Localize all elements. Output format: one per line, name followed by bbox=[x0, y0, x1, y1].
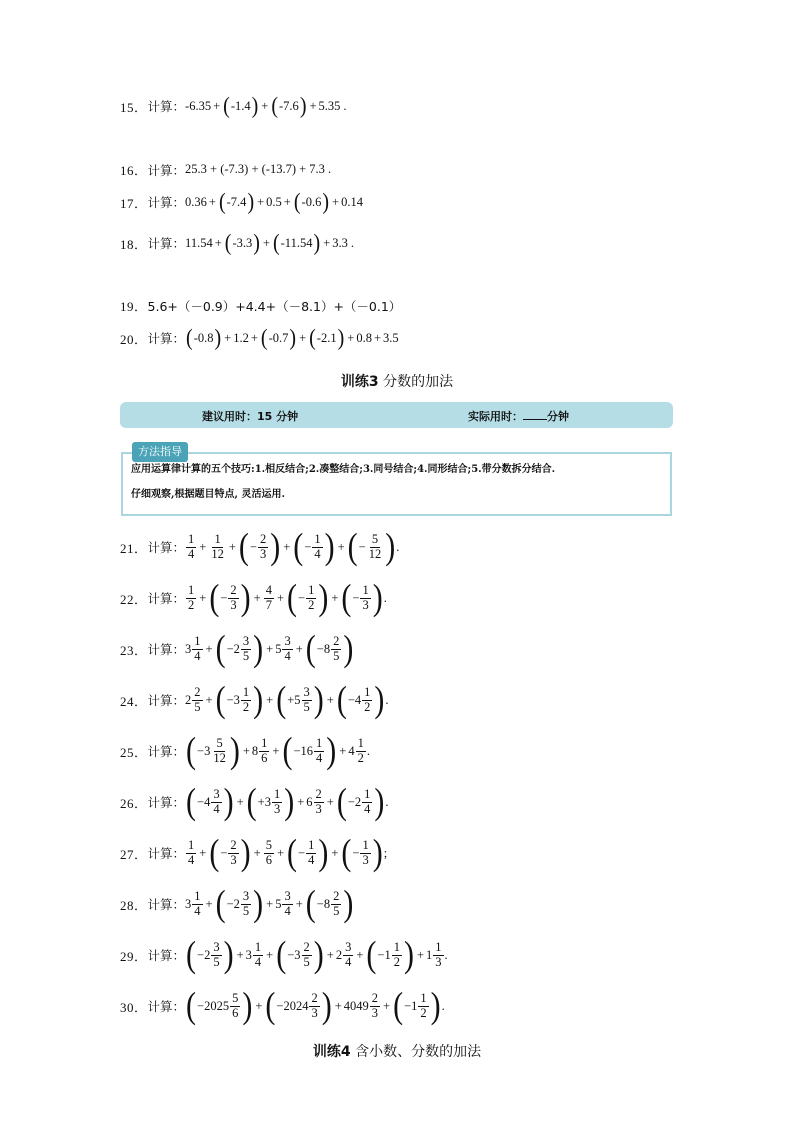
problem-22 bbox=[120, 576, 387, 618]
problem-expression: 3 $\frac{1}{4}$ + ( −2 $\frac{3}{5}$ ) + 5 $\frac{3}{4}$ + ( −8 $\frac{2}{5}$ ) bbox=[185, 882, 354, 924]
problem-label: 计算： bbox=[147, 591, 186, 606]
problem-label: 计算： bbox=[147, 331, 186, 346]
problem-expression: $\frac{1}{2}$ + ( − $\frac{2}{3}$ ) + $\frac{4}{7}$ + ( − $\frac{1}{2}$ ) + ( − $\frac{1}{3}$ ) . bbox=[188, 576, 387, 618]
problem-26 bbox=[120, 780, 389, 822]
section-4-title bbox=[0, 1041, 794, 1061]
section-3-number: 训练3 bbox=[340, 374, 379, 390]
problem-expression: -6.35 + ( -1.4 ) + ( -7.6 ) + 5.35 bbox=[185, 93, 341, 119]
problem-number: 16． bbox=[120, 163, 148, 178]
problem-19 bbox=[120, 296, 401, 315]
problem-expression: 5.6+（－0.9）+4.4+（－8.1）+（－0.1） bbox=[147, 298, 402, 314]
problem-label: 计算： bbox=[147, 999, 186, 1014]
problem-23 bbox=[120, 627, 354, 669]
problem-tail: . bbox=[343, 98, 347, 113]
problem-15 bbox=[120, 93, 347, 119]
problem-number: 20． bbox=[120, 331, 148, 347]
problem-expression: 11.54 + ( -3.3 ) + ( -11.54 ) + 3.3 bbox=[185, 230, 348, 256]
suggested-time: 建议用时：15 分钟 bbox=[202, 410, 299, 423]
problem-expression: ( −2 $\frac{3}{5}$ ) + 3 $\frac{1}{4}$ + ( −3 $\frac{2}{5}$ ) + 2 $\frac{3}{4}$ + ( −1 $\frac{1}{2}$ ) + 1 $\frac{1}{3}$ . bbox=[186, 933, 448, 975]
problem-number: 28． bbox=[120, 897, 148, 913]
problem-label: 计算： bbox=[147, 236, 186, 251]
problem-number: 17． bbox=[120, 195, 148, 211]
method-line-1: 应用运算律计算的五个技巧:1.相反结合;2.凑整结合;3.同号结合;4.同形结合;5.带分数拆分结合. bbox=[131, 464, 556, 475]
section-3-title bbox=[0, 371, 794, 391]
problem-label: 计算： bbox=[147, 162, 186, 178]
method-line-2: 仔细观察,根据题目特点, 灵活运用. bbox=[131, 489, 285, 500]
method-tag: 方法指导 bbox=[132, 442, 188, 462]
problem-number: 23． bbox=[120, 642, 148, 658]
problem-expression: ( -0.8 ) + 1.2 + ( -0.7 ) + ( -2.1 ) + 0.8 + 3.5 bbox=[186, 325, 399, 351]
problem-20 bbox=[120, 325, 399, 351]
problem-number: 19． bbox=[120, 299, 148, 314]
problem-28 bbox=[120, 882, 354, 924]
problem-number: 30． bbox=[120, 999, 148, 1015]
problem-17 bbox=[120, 189, 363, 215]
problem-25 bbox=[120, 729, 370, 771]
actual-time-label: 实际用时： bbox=[468, 410, 523, 423]
problem-expression: 25.3 + (-7.3) + (-13.7) + 7.3 . bbox=[185, 162, 332, 176]
problem-label: 计算： bbox=[147, 642, 186, 657]
problem-number: 24． bbox=[120, 693, 148, 709]
problem-16 bbox=[120, 160, 331, 179]
problem-label: 计算： bbox=[147, 744, 186, 759]
time-bar bbox=[120, 402, 673, 428]
problem-18 bbox=[120, 230, 354, 256]
section-3-name: 分数的加法 bbox=[383, 374, 454, 390]
problem-label: 计算： bbox=[147, 693, 186, 708]
problem-number: 18． bbox=[120, 236, 148, 252]
problem-expression: 3 $\frac{1}{4}$ + ( −2 $\frac{3}{5}$ ) + 5 $\frac{3}{4}$ + ( −8 $\frac{2}{5}$ ) bbox=[185, 627, 354, 669]
problem-number: 26． bbox=[120, 795, 148, 811]
problem-27 bbox=[120, 831, 388, 873]
problem-expression: ( −2025 $\frac{5}{6}$ ) + ( −2024 $\frac{2}{3}$ ) + 4049 $\frac{2}{3}$ + ( −1 $\frac{1}{2}$ ) . bbox=[186, 984, 445, 1026]
problem-21 bbox=[120, 525, 400, 567]
problem-label: 计算： bbox=[147, 195, 186, 210]
actual-time-blank bbox=[523, 409, 547, 420]
problem-number: 25． bbox=[120, 744, 148, 760]
problem-expression: ( −3 $\frac{5}{12}$ ) + 8 $\frac{1}{6}$ + ( −16 $\frac{1}{4}$ ) + 4 $\frac{1}{2}$ . bbox=[186, 729, 370, 771]
section-4-number: 训练4 bbox=[312, 1044, 351, 1060]
problem-label: 计算： bbox=[147, 795, 186, 810]
problem-expression: $\frac{1}{4}$ + $\frac{1}{12}$ + ( − $\frac{2}{3}$ ) + ( − $\frac{1}{4}$ ) + ( − $\frac{5}{12}$ ) . bbox=[188, 525, 400, 567]
problem-29 bbox=[120, 933, 448, 975]
section-4-name: 含小数、分数的加法 bbox=[355, 1044, 482, 1060]
actual-time bbox=[468, 408, 569, 424]
problem-tail: . bbox=[350, 235, 354, 250]
problem-label: 计算： bbox=[147, 99, 186, 114]
actual-time-unit: 分钟 bbox=[547, 410, 569, 423]
problem-number: 21． bbox=[120, 540, 148, 556]
problem-number: 29． bbox=[120, 948, 148, 964]
problem-number: 22． bbox=[120, 591, 148, 607]
problem-number: 27． bbox=[120, 846, 148, 862]
problem-expression: ( −4 $\frac{3}{4}$ ) + ( +3 $\frac{1}{3}$ ) + 6 $\frac{2}{3}$ + ( −2 $\frac{1}{4}$ ) . bbox=[186, 780, 389, 822]
problem-label: 计算： bbox=[147, 540, 186, 555]
problem-24 bbox=[120, 678, 389, 720]
problem-expression: 0.36 + ( -7.4 ) + 0.5 + ( -0.6 ) + 0.14 bbox=[185, 189, 363, 215]
problem-expression: 2 $\frac{2}{5}$ + ( −3 $\frac{1}{2}$ ) + ( +5 $\frac{3}{5}$ ) + ( −4 $\frac{1}{2}$ ) . bbox=[185, 678, 389, 720]
problem-label: 计算： bbox=[147, 846, 186, 861]
problem-label: 计算： bbox=[147, 897, 186, 912]
problem-expression: $\frac{1}{4}$ + ( − $\frac{2}{3}$ ) + $\frac{5}{6}$ + ( − $\frac{1}{4}$ ) + ( − $\frac{1}{3}$ ) ; bbox=[188, 831, 388, 873]
problem-30 bbox=[120, 984, 445, 1026]
problem-number: 15． bbox=[120, 99, 148, 115]
problem-label: 计算： bbox=[147, 948, 186, 963]
